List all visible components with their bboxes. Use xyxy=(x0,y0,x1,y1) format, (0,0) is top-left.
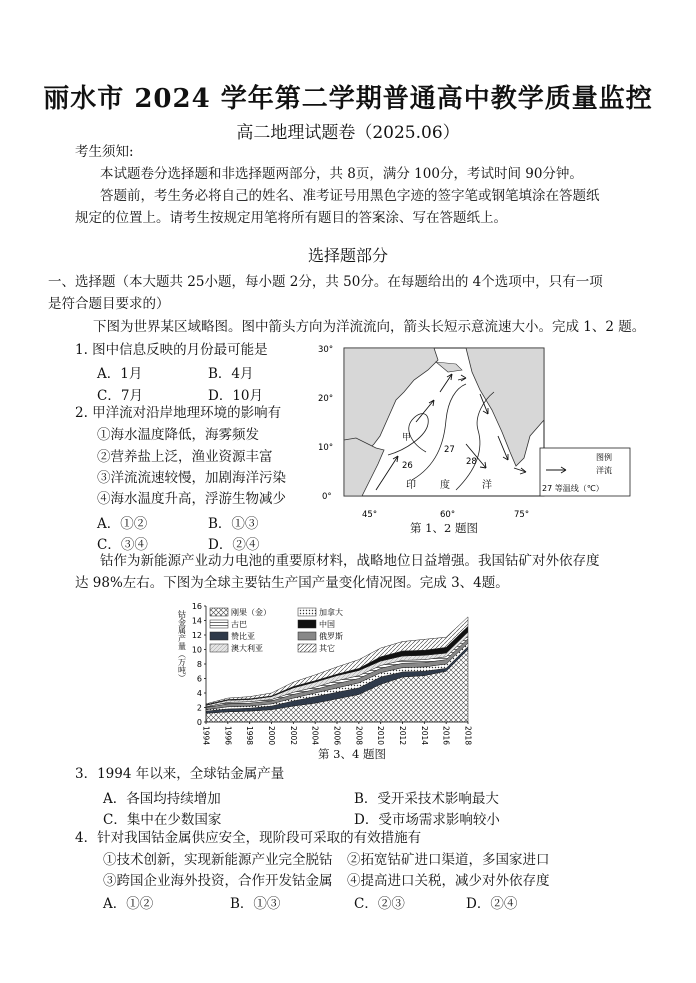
x-tick-label: 2004 xyxy=(310,726,320,746)
q2-option-a[interactable]: A．①② xyxy=(97,516,148,532)
ocean-label-3: 洋 xyxy=(482,480,492,491)
legend-swatch-1 xyxy=(210,632,228,640)
lat-label-10: 10° xyxy=(318,443,334,453)
isotherm-label-28: 28 xyxy=(466,457,477,467)
lat-label-20: 20° xyxy=(318,394,334,404)
part1-line1: 一、选择题（本大题共 25小题，每小题 2分，共 50分。在每题给出的 4个选项中，只有一项 xyxy=(48,274,603,290)
legend-swatch-7 xyxy=(298,644,316,652)
q3-option-a[interactable]: A．各国均持续增加 xyxy=(103,791,221,807)
ocean-label-2: 度 xyxy=(440,480,450,491)
q2-option-c[interactable]: C．③④ xyxy=(97,537,148,553)
q1-option-b[interactable]: B．4月 xyxy=(208,366,254,382)
intro-q12: 下图为世界某区域略图。图中箭头方向为洋流流向，箭头长短示意流速大小。完成 1、2 题。 xyxy=(93,319,646,335)
legend-label-5: 澳大利亚 xyxy=(231,644,263,653)
legend-swatch-6 xyxy=(298,620,316,628)
legend-label-3: 俄罗斯 xyxy=(319,632,343,641)
q4-item-4: ④提高进口关税，减少对外依存度 xyxy=(347,873,550,889)
y-tick-label: 16 xyxy=(191,602,202,611)
exam-title: 丽水市 2024 学年第二学期普通高中教学质量监控 xyxy=(43,84,653,114)
lat-label-30: 30° xyxy=(318,345,334,355)
q3-option-d[interactable]: D．受市场需求影响较小 xyxy=(354,812,500,828)
legend-label-6: 中国 xyxy=(319,620,335,629)
cobalt-production-chart xyxy=(176,600,476,750)
q4-item-3: ③跨国企业海外投资，合作开发钴金属 xyxy=(103,873,333,889)
map-caption: 第 1、2 题图 xyxy=(410,521,478,535)
q4-stem: 4．针对我国钴金属供应安全，现阶段可采取的有效措施有 xyxy=(75,830,422,846)
legend-current-label: 洋流 xyxy=(596,466,612,475)
legend-title: 图例 xyxy=(596,453,612,462)
y-tick-label: 0 xyxy=(196,718,202,727)
x-tick-label: 2000 xyxy=(267,726,276,746)
q4-item-1: ①技术创新，实现新能源产业完全脱钴 xyxy=(103,852,333,868)
legend-label-7: 其它 xyxy=(319,644,335,653)
legend-label-1: 赞比亚 xyxy=(231,632,255,641)
q2-option-d[interactable]: D．②④ xyxy=(208,537,260,553)
q3-option-b[interactable]: B．受开采技术影响最大 xyxy=(354,791,499,807)
x-tick-label: 2012 xyxy=(398,726,407,746)
legend-label-4: 古巴 xyxy=(231,620,247,629)
y-tick-label: 6 xyxy=(196,674,202,684)
legend-label-0: 刚果（金） xyxy=(231,608,271,617)
y-tick-label: 4 xyxy=(196,689,202,698)
q2-option-b[interactable]: B．①③ xyxy=(208,516,259,532)
legend-swatch-4 xyxy=(210,620,228,628)
x-tick-label: 1998 xyxy=(245,726,255,746)
isotherm-label-27: 27 xyxy=(444,445,455,455)
notice-line2a: 答题前，考生务必将自己的姓名、准考证号用黑色字迹的签字笔或钢笔填涂在答题纸 xyxy=(100,188,600,204)
y-tick-label: 2 xyxy=(196,703,202,713)
section-title: 选择题部分 xyxy=(307,246,388,265)
q2-stem: 2. 甲洋流对沿岸地理环境的影响有 xyxy=(75,405,282,421)
ocean-label-1: 印 xyxy=(406,480,416,491)
legend-swatch-0 xyxy=(210,608,228,616)
q2-item-1: ①海水温度降低，海雾频发 xyxy=(97,427,259,443)
q4-option-d[interactable]: D．②④ xyxy=(466,896,518,912)
legend-swatch-2 xyxy=(298,608,316,616)
isotherm-label-26: 26 xyxy=(402,461,413,471)
x-tick-label: 2010 xyxy=(376,726,386,746)
x-tick-label: 2018 xyxy=(463,726,473,746)
y-tick-label: 14 xyxy=(191,616,202,626)
y-tick-label: 12 xyxy=(191,631,202,640)
x-tick-label: 1996 xyxy=(223,726,233,746)
q3-option-c[interactable]: C．集中在少数国家 xyxy=(103,812,222,828)
legend-swatch-5 xyxy=(210,644,228,652)
q1-option-d[interactable]: D．10月 xyxy=(208,388,264,404)
lat-label-0: 0° xyxy=(322,492,332,502)
q4-option-c[interactable]: C．②③ xyxy=(354,896,405,912)
x-tick-label: 2002 xyxy=(288,726,298,746)
lon-label-75: 75° xyxy=(514,510,530,520)
lon-label-60: 60° xyxy=(440,510,456,520)
region-map xyxy=(316,340,636,540)
legend-isotherm-label: 27 等温线（℃） xyxy=(542,484,604,493)
notice-line2b: 规定的位置上。请考生按规定用笔将所有题目的答案涂、写在答题纸上。 xyxy=(75,210,507,226)
chart-caption: 第 3、4 题图 xyxy=(318,747,386,761)
part1-line2: 是符合题目要求的） xyxy=(48,296,170,312)
q4-item-2: ②拓宽钴矿进口渠道，多国家进口 xyxy=(347,852,550,868)
q3-stem: 3．1994 年以来，全球钴金属产量 xyxy=(75,766,285,782)
q2-item-4: ④海水温度升高，浮游生物减少 xyxy=(97,491,286,507)
y-tick-label: 10 xyxy=(191,645,202,655)
legend-swatch-3 xyxy=(298,632,316,640)
q1-option-c[interactable]: C．7月 xyxy=(97,388,143,404)
intro-q34-line1: 钴作为新能源产业动力电池的重要原材料，战略地位日益增强。我国钴矿对外依存度 xyxy=(100,553,600,569)
chart-legend xyxy=(210,607,343,653)
notice-line1: 本试题卷分选择题和非选择题两部分，共 8页，满分 100分，考试时间 90分钟。 xyxy=(100,166,583,182)
y-axis-label: 钴金属产量（万吨） xyxy=(177,610,187,682)
x-tick-label: 2006 xyxy=(332,726,342,746)
legend-label-2: 加拿大 xyxy=(319,608,343,617)
y-tick-label: 8 xyxy=(196,660,202,669)
q2-item-3: ③洋流流速较慢，加剧海洋污染 xyxy=(97,470,286,486)
x-tick-label: 2014 xyxy=(419,726,429,746)
q2-item-2: ②营养盐上泛，渔业资源丰富 xyxy=(97,449,273,465)
x-tick-label: 2016 xyxy=(441,726,451,746)
q1-stem: 1. 图中信息反映的月份最可能是 xyxy=(75,342,268,358)
q1-option-a[interactable]: A．1月 xyxy=(97,366,143,382)
x-tick-label: 1994 xyxy=(201,726,211,746)
q4-option-a[interactable]: A．①② xyxy=(103,896,154,912)
x-tick-label: 2008 xyxy=(354,726,364,746)
current-jia-label: 甲 xyxy=(402,433,412,443)
notice-label: 考生须知: xyxy=(75,144,134,160)
exam-subtitle: 高二地理试题卷（2025.06） xyxy=(236,123,460,143)
lon-label-45: 45° xyxy=(362,510,378,520)
q4-option-b[interactable]: B．①③ xyxy=(230,896,281,912)
intro-q34-line2: 达 98%左右。下图为全球主要钴生产国产量变化情况图。完成 3、4题。 xyxy=(75,575,509,591)
